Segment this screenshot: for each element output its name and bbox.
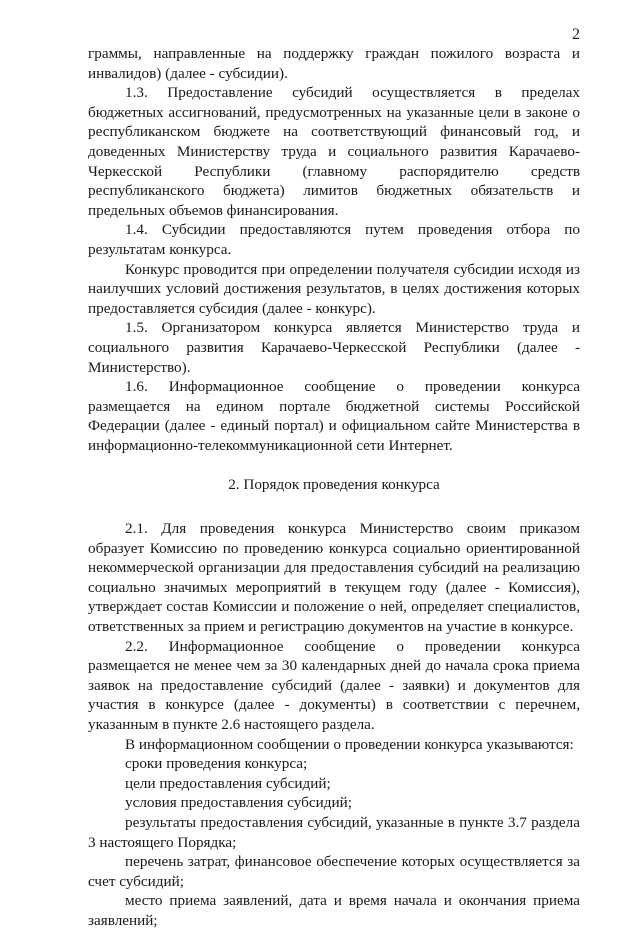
paragraph: перечень затрат, финансовое обеспечение которых осуществляется за счет субсидий; — [88, 853, 580, 890]
paragraph: 1.4. Субсидии предоставляются путем проведения отбора по результатам конкурса. — [88, 221, 580, 258]
paragraph: граммы, направленные на поддержку граждан пожилого возраста и инвалидов) (далее - субсидии). — [88, 45, 580, 82]
paragraph: 1.6. Информационное сообщение о проведении конкурса размещается на едином портале бюджетной системы Российской Федерации (далее - единый портал) и официальном сайте Министерства в информационно-телекоммуникационной сети Интернет. — [88, 378, 580, 454]
paragraph: 2.1. Для проведения конкурса Министерство своим приказом образует Комиссию по проведению конкурса социально ориентированной некоммерческой организации для предоставления субсидий на реализацию социально значимых мероприятий в текущем году (далее - Комиссия), утверждает состав Комиссии и положение о ней, определяет специалистов, ответственных за прием и регистрацию документов на участие в конкурсе. — [88, 520, 580, 636]
section-1-continuation — [88, 44, 580, 455]
paragraph: сроки проведения конкурса; — [125, 755, 308, 773]
page-number: 2 — [572, 26, 580, 43]
paragraph: 2.2. Информационное сообщение о проведении конкурса размещается не менее чем за 30 календарных дней до начала срока приема заявок на предоставление субсидий (далее - заявки) и документов для участия в конкурсе (далее - документы) в соответствии с перечнем, указанным в пункте 2.6 настоящего раздела. — [88, 637, 580, 733]
section-heading: 2. Порядок проведения конкурса — [228, 476, 440, 494]
paragraph: 1.3. Предоставление субсидий осуществляется в пределах бюджетных ассигнований, предусмотренных на указанные цели в законе о республиканском бюджете на соответствующий финансовый год, и доведенных Министерству труда и социального развития Карачаево-Черкесской Республики (главному распорядителю средств республиканского бюджета) лимитов бюджетных обязательств и предельных объемов финансирования. — [88, 84, 580, 219]
paragraph: Конкурс проводится при определении получателя субсидии исходя из наилучших условий достижения результатов, в целях достижения которых предоставляется субсидия (далее - конкурс). — [88, 260, 580, 317]
paragraph: цели предоставления субсидий; — [125, 774, 331, 792]
paragraph: 1.5. Организатором конкурса является Министерство труда и социального развития Карачаево-Черкесской Республики (далее - Министерство). — [88, 319, 580, 376]
paragraph: результаты предоставления субсидий, указанные в пункте 3.7 раздела 3 настоящего Порядка; — [88, 813, 580, 851]
paragraph: место приема заявлений, дата и время начала и окончания приема заявлений; — [88, 892, 580, 929]
paragraph: В информационном сообщении о проведении конкурса указываются: — [125, 735, 574, 753]
document-body — [88, 44, 580, 931]
section-2-body — [88, 519, 580, 930]
paragraph: условия предоставления субсидий; — [125, 794, 352, 812]
